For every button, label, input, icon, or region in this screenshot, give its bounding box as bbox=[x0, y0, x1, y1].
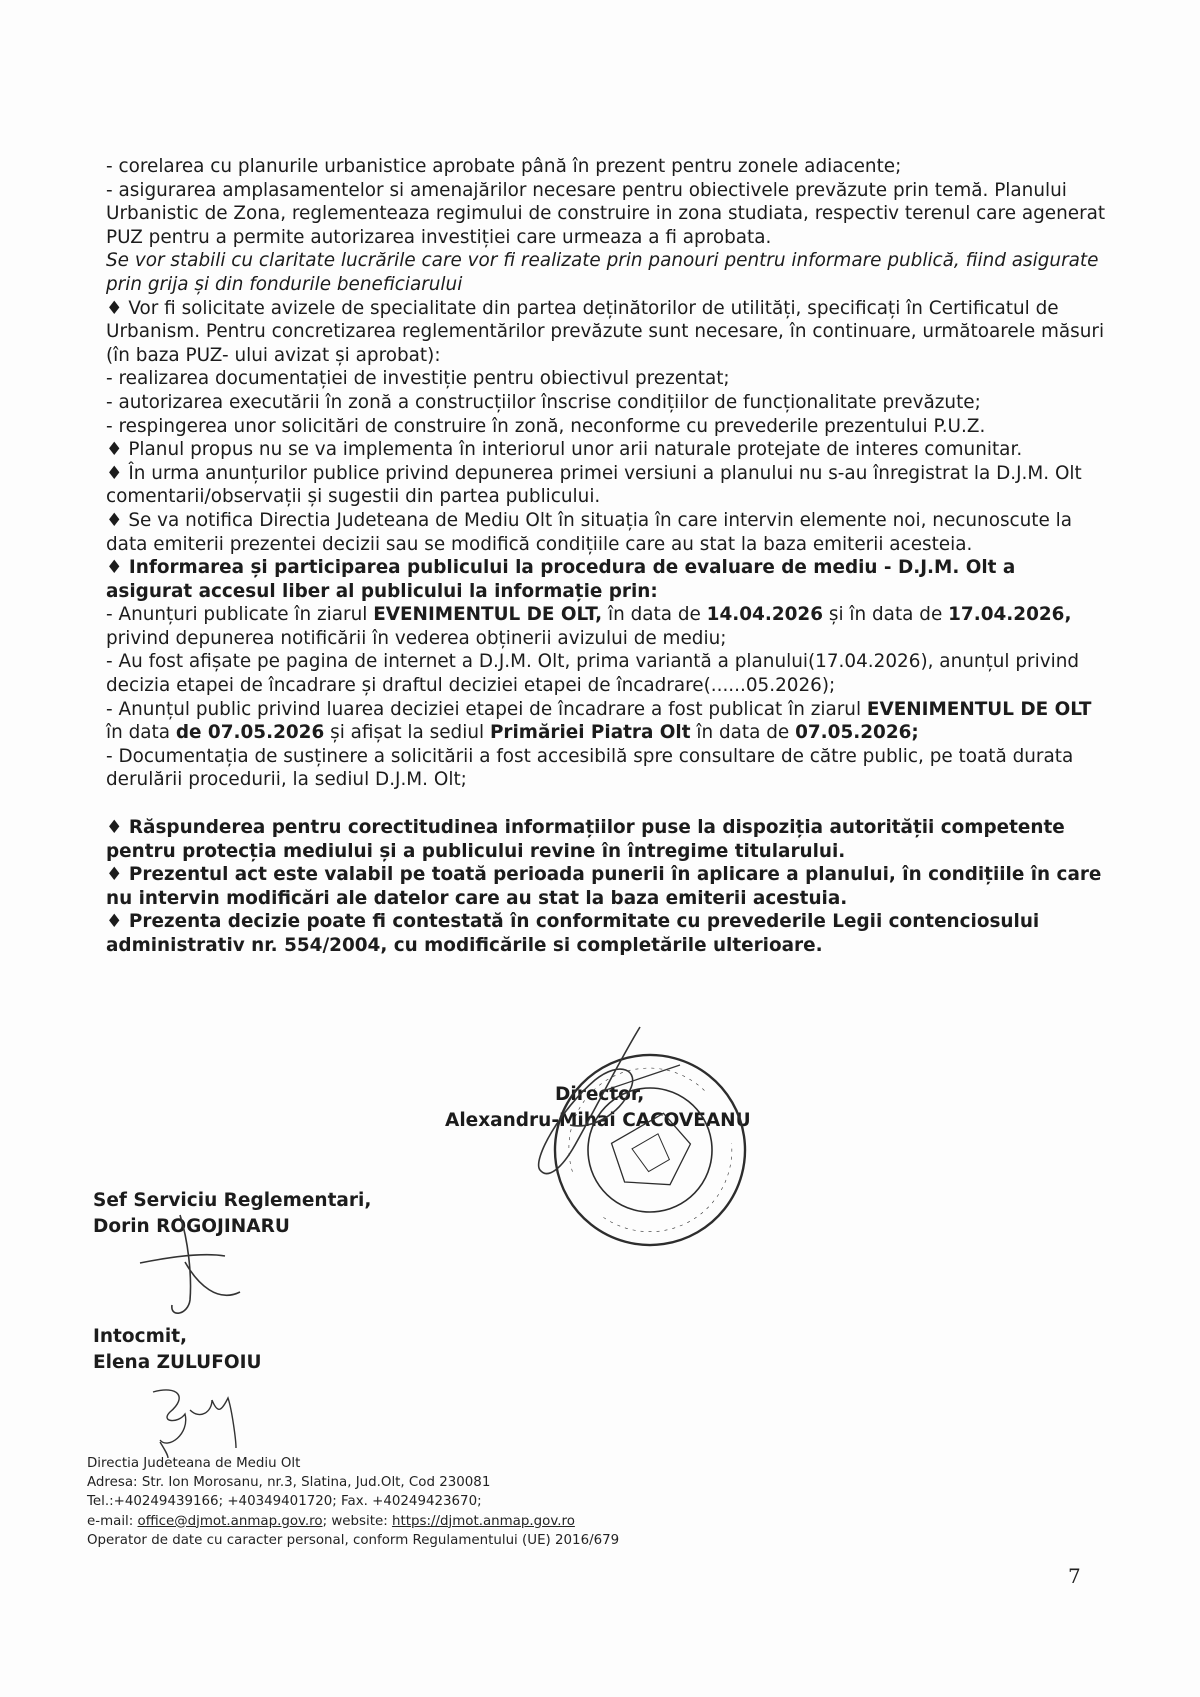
sef-title: Sef Serviciu Reglementari, bbox=[93, 1190, 372, 1211]
director-name: Alexandru-Mihai CACOVEANU bbox=[445, 1110, 751, 1131]
paragraph: - Documentația de susținere a solicitării a fost accesibilă spre consultare de către public, pe toată durata derulării procedurii, la sediul D.J.M. Olt; bbox=[106, 745, 1074, 791]
paragraph-italic: Se vor stabili cu claritate lucrările care vor fi realizate prin panouri pentru informare publică, fiind asigurate prin grija și din fondurile beneficiarului bbox=[106, 250, 1099, 295]
paragraph: - Anunțul public privind luarea deciziei etapei de încadrare a fost publicat în ziarul EVENIMENTUL DE OLT în data de 07.05.2026 și afișat la sediul Primăriei Piatra Olt în data de 07.05.2026; bbox=[106, 698, 1092, 744]
paragraph: - corelarea cu planurile urbanistice aprobate până în prezent pentru zonele adiacente; bbox=[106, 156, 902, 177]
intocmit-title: Intocmit, bbox=[93, 1326, 188, 1347]
sef-signature-scribble bbox=[140, 1215, 240, 1313]
footer-gdpr-note: Operator de date cu caracter personal, conform Regulamentului (UE) 2016/679 bbox=[87, 1532, 620, 1548]
footer-contact-line: e-mail: office@djmot.anmap.gov.ro; website: https://djmot.anmap.gov.ro bbox=[87, 1513, 575, 1529]
footer-contact bbox=[87, 1454, 619, 1550]
paragraph-bold: ♦ Informarea și participarea publicului la procedura de evaluare de mediu - D.J.M. Olt a asigurat accesul liber al publicului la informație prin: bbox=[106, 557, 1016, 602]
official-stamp bbox=[520, 1020, 780, 1280]
paragraph: - realizarea documentației de investiție pentru obiectivul prezentat; bbox=[106, 368, 730, 390]
paragraph: - asigurarea amplasamentelor si amenajărilor necesare pentru obiectivele prevăzute prin temă. Planului Urbanistic de Zona, reglementeaza regimului de construire in zona studiata, respectiv terenul care agenerat PUZ pentru a permite autorizarea investiției care urmeaza a fi aprobata. bbox=[106, 179, 1106, 248]
paragraph-bold: ♦ Răspunderea pentru corectitudinea informațiilor puse la dispoziția autorității competente pentru protecția mediului și a publicului revine în întregime titularului. bbox=[106, 817, 1065, 862]
paragraph: ♦ Se va notifica Directia Judeteana de Mediu Olt în situația în care intervin elemente noi, necunoscute la data emiterii prezentei decizii sau se modifică condițiile care au stat la baza emiterii acesteia. bbox=[106, 509, 1073, 555]
email-link[interactable]: office@djmot.anmap.gov.ro bbox=[137, 1513, 323, 1529]
intocmit-name: Elena ZULUFOIU bbox=[93, 1352, 262, 1373]
paragraph: ♦ Vor fi solicitate avizele de specialitate din partea deținătorilor de utilități, specificați în Certificatul de Urbanism. Pentru concretizarea reglementărilor prevăzute sunt necesare, în continuare, următoarele măsuri (în baza PUZ- ului avizat și aprobat): bbox=[106, 297, 1105, 366]
footer-address: Adresa: Str. Ion Morosanu, nr.3, Slatina, Jud.Olt, Cod 230081 bbox=[87, 1475, 491, 1491]
intocmit-signature-scribble bbox=[153, 1390, 236, 1458]
paragraph: - autorizarea executării în zonă a construcțiilor înscrise condițiilor de funcționalitate prevăzute; bbox=[106, 391, 981, 413]
paragraph-bold: ♦ Prezenta decizie poate fi contestată în conformitate cu prevederile Legii contenciosului administrativ nr. 554/2004, cu modificările si completările ulterioare. bbox=[106, 911, 1040, 956]
paragraph: ♦ Planul propus nu se va implementa în interiorul unor arii naturale protejate de interes comunitar. bbox=[106, 439, 1023, 461]
paragraph: - respingerea unor solicitări de construire în zonă, neconforme cu prevederile prezentului P.U.Z. bbox=[106, 415, 986, 437]
paragraph-bold: ♦ Prezentul act este valabil pe toată perioada punerii în aplicare a planului, în condițiile în care nu intervin modificări ale datelor care au stat la baza emiterii acestuia. bbox=[106, 864, 1102, 909]
paragraph: - Anunțuri publicate în ziarul EVENIMENTUL DE OLT, în data de 14.04.2026 și în data de 17.04.2026, privind depunerea notificării în vederea obținerii avizului de mediu; bbox=[106, 604, 1072, 649]
director-title: Director, bbox=[555, 1084, 645, 1105]
footer-phone: Tel.:+40249439166; +40349401720; Fax. +40249423670; bbox=[87, 1494, 482, 1510]
paragraph: ♦ În urma anunțurilor publice privind depunerea primei versiuni a planului nu s-au înregistrat la D.J.M. Olt comentarii/observații și sugestii din partea publicului. bbox=[106, 462, 1082, 508]
website-link[interactable]: https://djmot.anmap.gov.ro bbox=[391, 1513, 575, 1529]
paragraph: - Au fost afișate pe pagina de internet a D.J.M. Olt, prima variantă a planului(17.04.2026), anunțul privind decizia etapei de încadrare și draftul deciziei etapei de încadrare(......05.2026); bbox=[106, 651, 1080, 697]
sef-name: Dorin ROGOJINARU bbox=[93, 1216, 290, 1237]
page-number: 7 bbox=[1068, 1564, 1081, 1588]
footer-institution: Directia Judeteana de Mediu Olt bbox=[87, 1456, 301, 1471]
